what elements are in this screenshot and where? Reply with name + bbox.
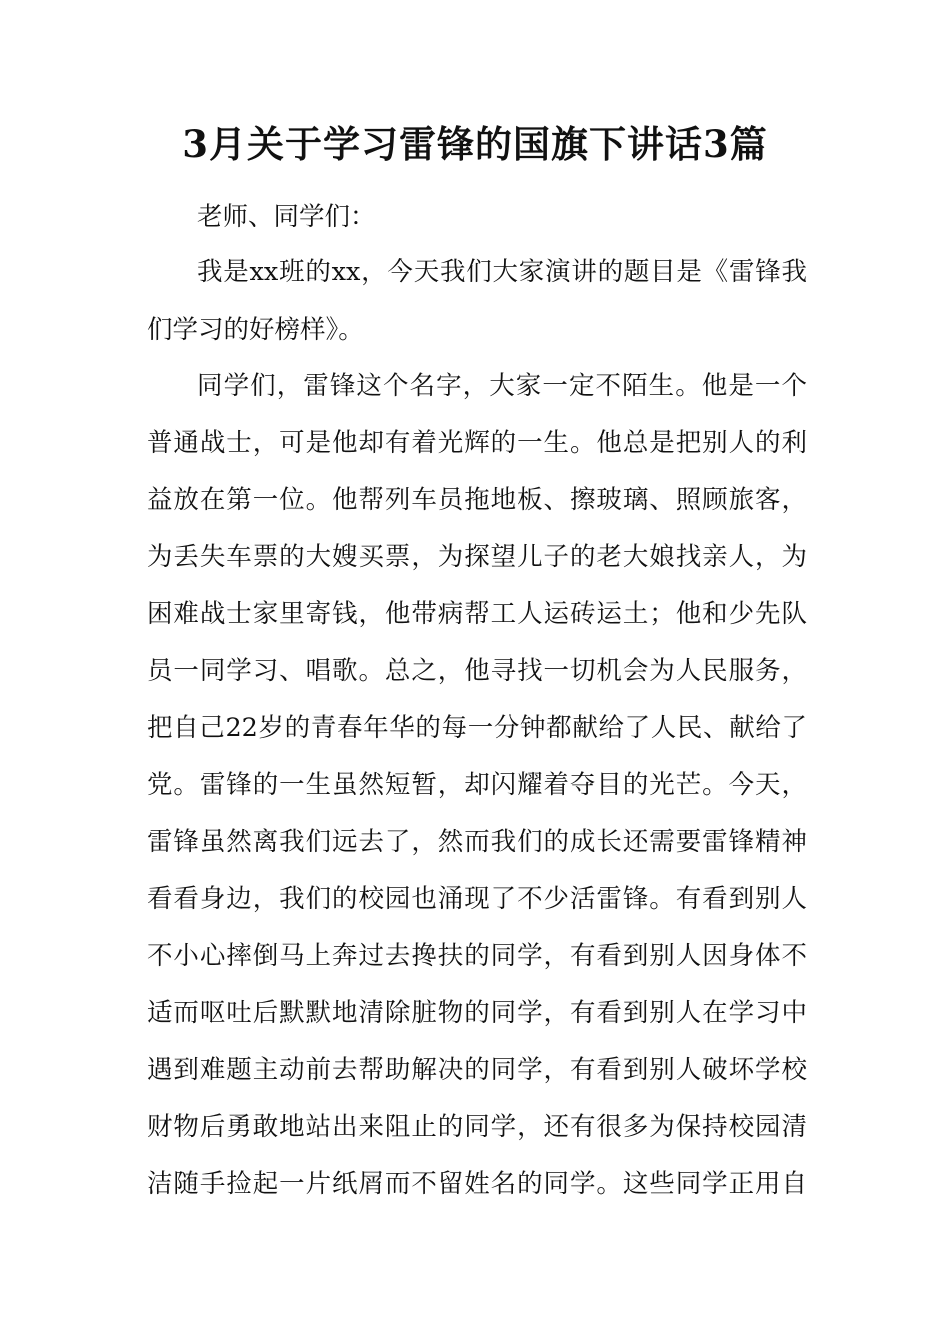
paragraph-line: 普通战士，可是他却有着光辉的一生。他总是把别人的利: [147, 428, 807, 458]
paragraph-line: 困难战士家里寄钱，他带病帮工人运砖运土；他和少先队: [147, 599, 807, 629]
paragraph-line: 遇到难题主动前去帮助解决的同学，有看到别人破坏学校: [147, 1055, 807, 1085]
greeting-line: 老师、同学们：: [197, 202, 376, 232]
paragraph-line: 我是xx班的xx，今天我们大家演讲的题目是《雷锋我: [197, 257, 807, 287]
paragraph-line: 党。雷锋的一生虽然短暂，却闪耀着夺目的光芒。今天，: [147, 770, 807, 800]
paragraph-line: 员一同学习、唱歌。总之，他寻找一切机会为人民服务，: [147, 656, 807, 686]
document-title: 3月关于学习雷锋的国旗下讲话3篇: [182, 122, 768, 166]
paragraph-line: 益放在第一位。他帮列车员拖地板、擦玻璃、照顾旅客，: [147, 485, 807, 515]
paragraph-line: 同学们，雷锋这个名字，大家一定不陌生。他是一个: [197, 371, 807, 401]
paragraph-line: 把自己22岁的青春年华的每一分钟都献给了人民、献给了: [147, 713, 807, 743]
paragraph-line: 财物后勇敢地站出来阻止的同学，还有很多为保持校园清: [147, 1112, 807, 1142]
paragraph-line: 不小心摔倒马上奔过去搀扶的同学，有看到别人因身体不: [147, 941, 807, 971]
paragraph-line: 看看身边，我们的校园也涌现了不少活雷锋。有看到别人: [147, 884, 807, 914]
paragraph-line: 们学习的好榜样》。: [147, 315, 364, 345]
paragraph-line: 雷锋虽然离我们远去了，然而我们的成长还需要雷锋精神: [147, 827, 807, 857]
paragraph-line: 适而呕吐后默默地清除脏物的同学，有看到别人在学习中: [147, 998, 807, 1028]
paragraph-line: 洁随手捡起一片纸屑而不留姓名的同学。这些同学正用自: [147, 1169, 807, 1199]
paragraph-line: 为丢失车票的大嫂买票，为探望儿子的老大娘找亲人，为: [147, 542, 807, 572]
